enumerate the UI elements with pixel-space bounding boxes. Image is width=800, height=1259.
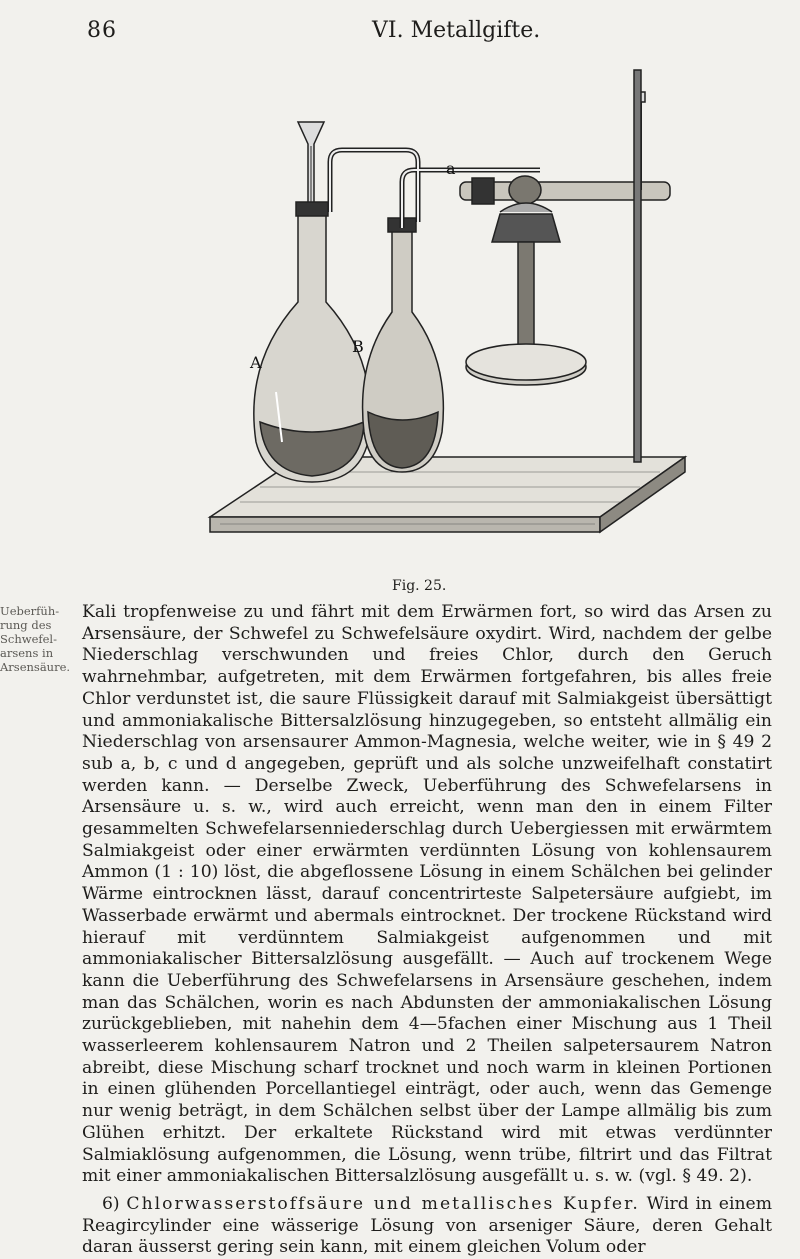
burner bbox=[466, 203, 586, 385]
body-text bbox=[82, 602, 772, 1259]
margin-note-line: Schwefel- bbox=[0, 632, 58, 646]
section-number: 6) bbox=[102, 1193, 120, 1214]
label-B: B bbox=[352, 337, 364, 356]
margin-note-line: rung des bbox=[0, 618, 52, 632]
section-title: Chlorwasserstoffsäure und metallisches Kupfer. bbox=[126, 1193, 640, 1214]
margin-note bbox=[0, 604, 78, 674]
running-head: VI. Metallgifte. bbox=[372, 18, 541, 43]
figure-caption: Fig. 25. bbox=[392, 578, 447, 594]
paragraph-1: Kali tropfenweise zu und fährt mit dem Erwärmen fort, so wird das Arsen zu Arsensäure, der Schwefel zu Schwefelsäure oxydirt. Wird, nachdem der gelbe Niederschlag verschwunden und freies Chlor, durch den Geruch wahrnehmbar, aufgetreten, mit dem Erwärmen fortgefahren, bis alles freie Chlor verdunstet ist, die saure Flüssigkeit darauf mit Salmiakgeist übersättigt und ammoniakalische Bittersalzlösung hinzugegeben, so entsteht allmälig ein Niederschlag von arsensaurer Ammon-Magnesia, welche weiter, wie in § 49 2 sub a, b, c und d angegeben, geprüft und als solche unzweifelhaft constatirt werden kann. — Derselbe Zweck, Ueberführung des Schwefelarsens in Arsensäure u. s. w., wird auch erreicht, wenn man den in einem Filter gesammelten Schwefelarsenniederschlag durch Uebergiessen mit erwärmtem Salmiakgeist oder einer erwärmten verdünnten Lösung von kohlensaurem Ammon (1 : 10) löst, die abgeflossene Lösung in einem Schälchen bei gelinder Wärme eintrocknen lässt, darauf concentrirteste Salpetersäure aufgiebt, im Wasserbade erwärmt und abermals eintrocknet. Der trockene Rückstand wird hierauf mit verdünntem Salmiakgeist aufgenommen und mit ammoniakalischer Bittersalzlösung ausgefällt. — Auch auf trockenem Wege kann die Ueberführung des Schwefelarsens in Arsensäure geschehen, indem man das Schälchen, worin es nach Abdunsten der ammoniakalischen Lösung zurückgeblieben, mit nahehin dem 4—5fachen einer Mischung aus 1 Theil wasserleerem kohlensaurem Natron und 2 Theilen salpetersaurem Natron abreibt, diese Mischung scharf trocknet und noch warm in kleinen Portionen in einen glühenden Porcellantiegel einträgt, oder auch, wenn das Gemenge nur wenig beträgt, in dem Schälchen selbst über der Lampe allmälig bis zum Glühen erhitzt. Der erkaltete Rückstand wird mit etwas verdünnter Salmiaklösung aufgenommen, die Lösung, wenn trübe, filtrirt und das Filtrat mit einer ammoniakalischen Bittersalzlösung ausgefällt u. s. w. (vgl. § 49. 2). bbox=[82, 602, 772, 1187]
section-text: Wird in einem Reagircylinder eine wässerige Lösung von arseniger Säure, deren Gehalt daran äusserst gering sein kann, mit einem gleichen Volum oder bbox=[82, 1193, 773, 1258]
margin-note-line: arsens in bbox=[0, 646, 54, 660]
page-number: 86 bbox=[87, 18, 117, 43]
apparatus-figure bbox=[180, 62, 700, 572]
label-a: a bbox=[446, 159, 456, 178]
stand-rod bbox=[634, 70, 641, 462]
margin-note-line: Ueberfüh- bbox=[0, 604, 60, 618]
flask-b bbox=[363, 218, 444, 472]
margin-note-line: Arsensäure. bbox=[0, 660, 71, 674]
paragraph-6 bbox=[82, 1194, 772, 1259]
label-A: A bbox=[250, 353, 262, 372]
